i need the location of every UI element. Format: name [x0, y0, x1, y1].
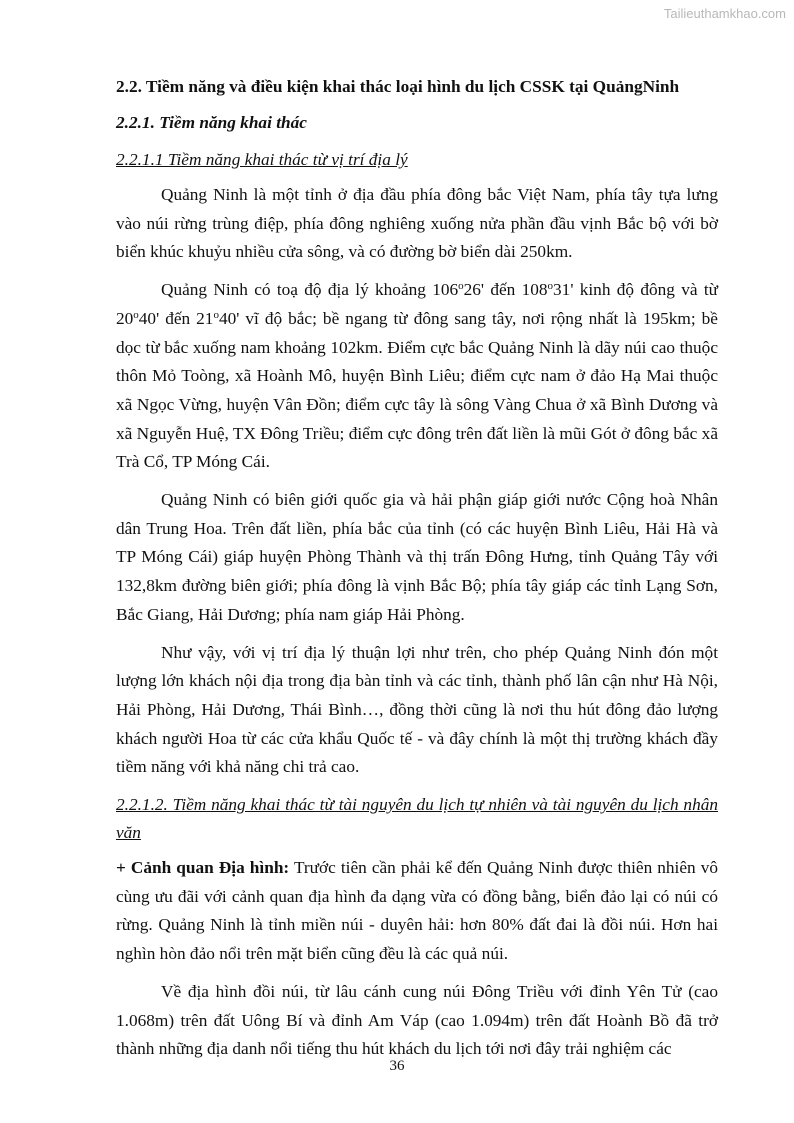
- paragraph: Quảng Ninh là một tỉnh ở địa đầu phía đông bắc Việt Nam, phía tây tựa lưng vào núi rừng trùng điệp, phía đông nghiêng xuống nửa phần đầu vịnh Bắc bộ với bờ biển khúc khuỷu nhiều cửa sông, và có đường bờ biển dài 250km.: [116, 185, 718, 262]
- paragraph-coordinates: Quảng Ninh có toạ độ địa lý khoảng 106$^o$26' đến 108$^o$31' kinh độ đông và từ 20$^o$40' đến 21$^o$40' vĩ độ bắc; bề ngang từ đông sang tây, nơi rộng nhất là 195km; bề dọc từ bắc xuống nam khoảng 102km. Điểm cực bắc Quảng Ninh là dãy núi cao thuộc thôn Mỏ Toòng, xã Hoành Mô, huyện Bình Liêu; điểm cực nam ở đảo Hạ Mai thuộc xã Ngọc Vừng, huyện Vân Đồn; điểm cực tây là sông Vàng Chua ở xã Bình Dương và xã Nguyễn Huệ, TX Đông Triều; điểm cực đông trên đất liền là mũi Gót ở đông bắc xã Trà Cổ, TP Móng Cái.: [116, 280, 718, 472]
- sub-heading-location: 2.2.1.1 Tiềm năng khai thác từ vị trí địa lý: [116, 150, 408, 169]
- paragraph: Về địa hình đồi núi, từ lâu cánh cung núi Đông Triều với đỉnh Yên Tử (cao 1.068m) trên đất Uông Bí và đỉnh Am Váp (cao 1.094m) trên đất Hoành Bồ đã trở thành những địa danh nổi tiếng thu hút khách du lịch tới nơi đây trải nghiệm các: [116, 981, 718, 1059]
- document-page: [116, 74, 718, 1073]
- watermark: Tailieuthamkhao.com: [663, 6, 786, 21]
- page-number: 36: [389, 1058, 405, 1074]
- sub-heading-resources: 2.2.1.2. Tiềm năng khai thác từ tài nguyên du lịch tự nhiên và tài nguyên du lịch nhân văn: [116, 795, 718, 843]
- subsection-title: 2.2.1. Tiềm năng khai thác: [116, 113, 307, 132]
- paragraph-terrain: + Cảnh quan Địa hình: Trước tiên cần phải kể đến Quảng Ninh được thiên nhiên vô cùng ưu đãi với cảnh quan địa hình đa dạng vừa có đồng bằng, biển đảo lại có núi có rừng. Quảng Ninh là tỉnh miền núi - duyên hải: hơn 80% đất đai là đồi núi. Hơn hai nghìn hòn đảo nổi trên mặt biển cũng đều là các quả núi.: [116, 858, 719, 964]
- paragraph: Quảng Ninh có biên giới quốc gia và hải phận giáp giới nước Cộng hoà Nhân dân Trung Hoa. Trên đất liền, phía bắc của tỉnh (có các huyện Bình Liêu, Hải Hà và TP Móng Cái) giáp huyện Phòng Thành và thị trấn Đông Hưng, tỉnh Quảng Tây với 132,8km đường biên giới; phía đông là vịnh Bắc Bộ; phía tây giáp các tỉnh Lạng Sơn, Bắc Giang, Hải Dương; phía nam giáp Hải Phòng.: [116, 490, 718, 624]
- terrain-label: + Cảnh quan Địa hình:: [116, 858, 290, 878]
- paragraph: Như vậy, với vị trí địa lý thuận lợi như trên, cho phép Quảng Ninh đón một lượng lớn khách nội địa trong địa bàn tỉnh và các tỉnh, thành phố lân cận như Hà Nội, Hải Phòng, Hải Dương, Thái Bình…, đồng thời cũng là nơi thu hút đông đảo lượng khách người Hoa từ các cửa khẩu Quốc tế - và đây chính là một thị trường khách đầy tiềm năng với khả năng chi trả cao.: [116, 642, 718, 777]
- section-title: 2.2. Tiềm năng và điều kiện khai thác loại hình du lịch CSSK tại QuảngNinh: [116, 77, 680, 96]
